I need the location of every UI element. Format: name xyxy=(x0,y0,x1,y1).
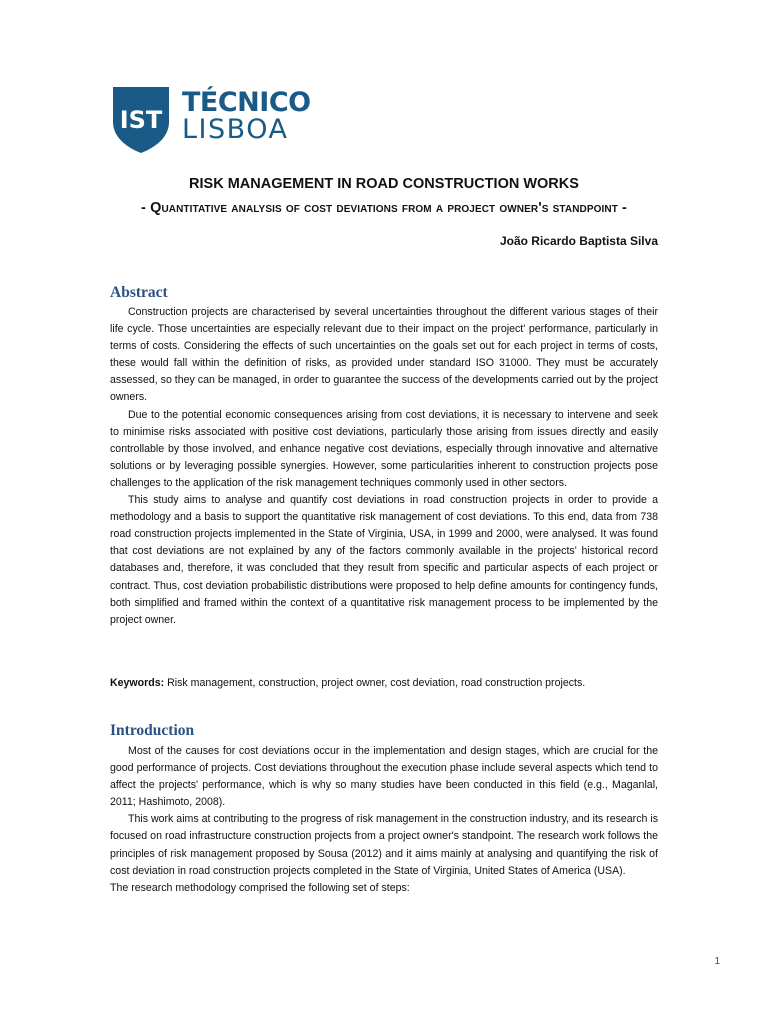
introduction-heading: Introduction xyxy=(110,722,195,739)
author-name: João Ricardo Baptista Silva xyxy=(499,234,658,248)
ist-shield-icon xyxy=(112,86,170,154)
abstract-paragraph: This study aims to analyse and quantify cost deviations in road construction projects in order to provide a methodology and a basis to support the quantitative risk management of cost deviations. To this end, data from 738 road construction projects implemented in the State of Virginia, USA, in 1999 and 2000, were analysed. It was found that cost deviations are not explained by any of the factors commonly available in the projects' historical record databases and, therefore, it was concluded that they result from specific and particular aspects of each project or contract. Thus, cost deviation probabilistic distributions were proposed to help define amounts for contingency funds, both simplified and framed within the context of a quantitative risk management process to be implemented by the project owner. xyxy=(110,494,658,626)
logo-wordmark xyxy=(182,89,311,143)
introduction-body xyxy=(110,743,658,897)
paper-title: RISK MANAGEMENT IN ROAD CONSTRUCTION WORKS xyxy=(189,176,579,192)
page-number: 1 xyxy=(714,956,720,967)
keywords-text: Risk management, construction, project owner, cost deviation, road construction projects. xyxy=(167,677,586,689)
introduction-paragraph: Most of the causes for cost deviations occur in the implementation and design stages, which are crucial for the good performance of projects. Cost deviations throughout the execution phase include several aspects which tend to affect the projects' performance, which is why so many studies have been conducted in this field (e.g., Maganlal, 2011; Hashimoto, 2008). xyxy=(110,745,658,809)
logo-mark: IST xyxy=(119,106,163,134)
logo-line-2: LISBOA xyxy=(182,114,289,145)
abstract-heading: Abstract xyxy=(110,284,168,301)
logo-line-1: TÉCNICO xyxy=(182,87,311,118)
introduction-paragraph: This work aims at contributing to the progress of risk management in the construction industry, and its research is focused on road infrastructure construction projects from a project owner's standpoint. The research work follows the principles of risk management proposed by Sousa (2012) and it aims mainly at analysing and quantifying the risk of cost deviation in road construction projects completed in the State of Virginia, United States of America (USA). xyxy=(110,813,658,877)
abstract-paragraph: Due to the potential economic consequences arising from cost deviations, it is necessary to intervene and seek to minimise risks associated with positive cost deviations, particularly those arising from issues directly and easily controllable by those involved, and enhance negative cost deviations, especially through innovative and alternative solutions or by leveraging possible synergies. However, some particularities inherent to construction projects pose challenges to the application of the risk management techniques commonly used in other sectors. xyxy=(110,408,658,489)
abstract-body xyxy=(110,304,658,629)
abstract-paragraph: Construction projects are characterised by several uncertainties throughout the different various stages of their life cycle. Those uncertainties are especially relevant due to their impact on the project' performance, particularly in terms of costs. Considering the effects of such uncertainties on the goals set out for each project in terms of costs, these would fall within the definition of risks, as provided under standard ISO 31000. They must be accurately assessed, so they can be managed, in order to guarantee the success of the developments carried out by the project owners. xyxy=(110,306,658,404)
introduction-last-line: The research methodology comprised the following set of steps: xyxy=(110,881,410,894)
keywords-label: Keywords: xyxy=(110,677,165,689)
keywords xyxy=(110,675,658,692)
paper-subtitle: - Quantitative analysis of cost deviations from a project owner's standpoint - xyxy=(141,200,627,216)
institution-logo xyxy=(112,86,311,156)
